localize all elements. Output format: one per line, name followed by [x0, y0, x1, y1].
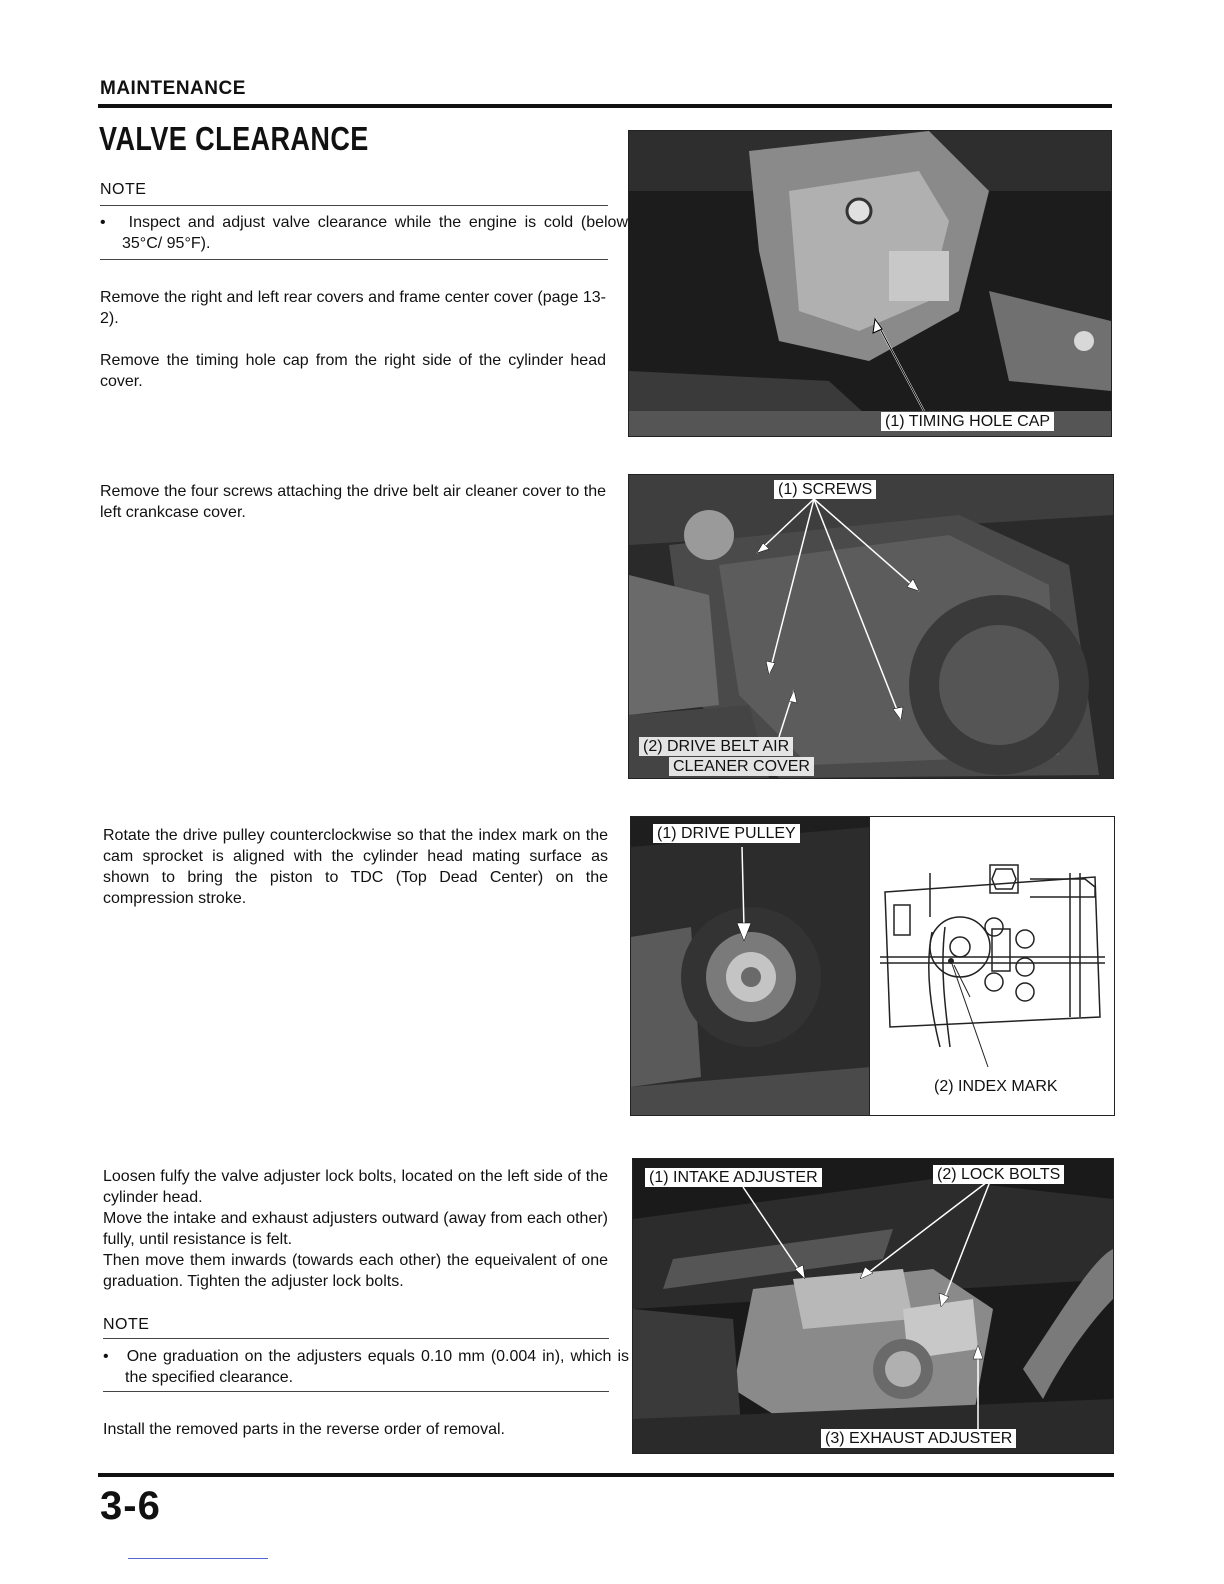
note-rule-top [100, 205, 608, 206]
note-label: NOTE [103, 1316, 150, 1333]
timing-hole-cap-illustration [629, 131, 1111, 436]
figure-label-drive-belt-air: (2) DRIVE BELT AIR [639, 737, 793, 756]
figure-label-index-mark: (2) INDEX MARK [934, 1078, 1058, 1095]
final-paragraph: Install the removed parts in the reverse order of removal. [103, 1421, 505, 1438]
figure-label-drive-pulley: (1) DRIVE PULLEY [653, 824, 800, 843]
cam-sprocket-diagram [870, 817, 1114, 1115]
figure-label-timing-hole-cap: (1) TIMING HOLE CAP [881, 412, 1054, 431]
drive-pulley-photo [630, 816, 872, 1116]
figure-label-cleaner-cover: CLEANER COVER [669, 757, 814, 776]
note-rule-top [103, 1338, 609, 1339]
note-rule-bottom [103, 1391, 609, 1392]
figure-label-intake-adjuster: (1) INTAKE ADJUSTER [645, 1168, 822, 1187]
note-bullet-text: Inspect and adjust valve clearance while the engine is cold (below 35°C/ 95°F). [122, 214, 628, 252]
step3-paragraph: Rotate the drive pulley counterclockwise so that the index mark on the cam sprocket is aligned with the cylinder head mating surface as shown to bring the piston to TDC (Top Dead Center) on the compression stroke. [103, 827, 608, 907]
note-bullet: • Inspect and adjust valve clearance while the engine is cold (below 35°C/ 95°F). [100, 214, 628, 252]
valve-adjusters-illustration [633, 1159, 1113, 1453]
section-header: MAINTENANCE [100, 78, 246, 99]
figure-label-exhaust-adjuster: (3) EXHAUST ADJUSTER [821, 1429, 1016, 1448]
figure-label-screws: (1) SCREWS [774, 480, 876, 499]
step2-paragraph: Remove the four screws attaching the drive belt air cleaner cover to the left crankcase cover. [100, 483, 606, 521]
index-mark-diagram [869, 816, 1115, 1116]
step4-paragraph-1: Loosen fulfy the valve adjuster lock bolts, located on the left side of the cylinder head. [103, 1168, 608, 1206]
note-bullet-text: One graduation on the adjusters equals 0.10 mm (0.004 in), which is the specified clearance. [125, 1348, 630, 1386]
valve-adjusters-photo [632, 1158, 1114, 1454]
drive-belt-cover-photo [628, 474, 1114, 779]
note-label: NOTE [100, 181, 147, 198]
footer-link-underline [128, 1558, 268, 1559]
step4-paragraph-3: Then move them inwards (towards each other) the equeivalent of one graduation. Tighten the adjuster lock bolts. [103, 1252, 608, 1290]
drive-belt-cover-illustration [629, 475, 1113, 778]
figure-label-lock-bolts: (2) LOCK BOLTS [933, 1165, 1064, 1184]
timing-hole-cap-photo [628, 130, 1112, 437]
step1-paragraph-2: Remove the timing hole cap from the right side of the cylinder head cover. [100, 352, 606, 390]
step4-paragraph-2: Move the intake and exhaust adjusters outward (away from each other) fully, until resistance is felt. [103, 1210, 608, 1248]
step1-paragraph-1: Remove the right and left rear covers and frame center cover (page 13-2). [100, 289, 606, 327]
page-number: 3-6 [100, 1484, 161, 1528]
header-rule [98, 104, 1112, 108]
drive-pulley-illustration [631, 817, 871, 1115]
footer-rule [98, 1473, 1114, 1477]
note-bullet: • One graduation on the adjusters equals 0.10 mm (0.004 in), which is the specified clearance. [103, 1348, 630, 1386]
page-title: VALVE CLEARANCE [99, 120, 369, 157]
note-rule-bottom [100, 259, 608, 260]
